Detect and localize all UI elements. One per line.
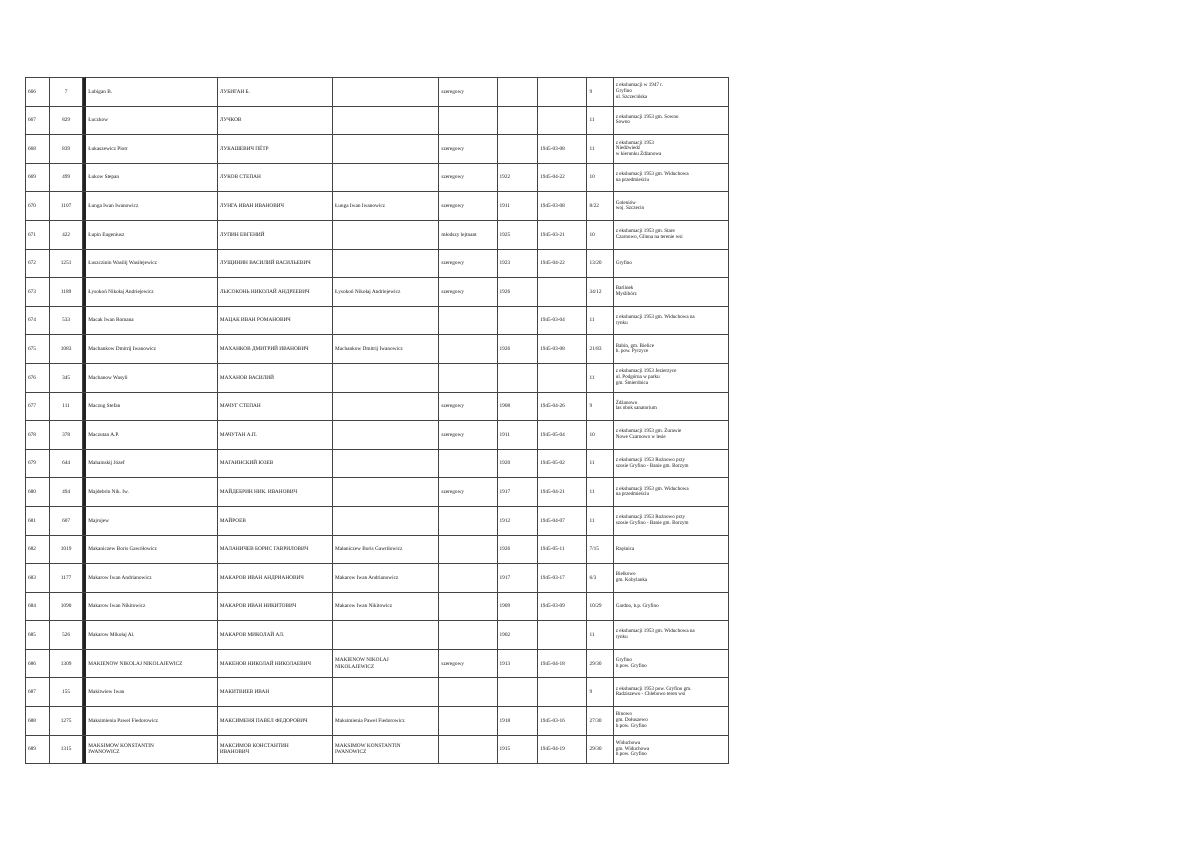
- rank-cell: szeregowy: [439, 421, 497, 450]
- name-cyrillic-cell: МАКАРОВ ИВАН АНДРИАНОВИЧ: [217, 564, 332, 593]
- grave-register-number-cell: 111: [50, 392, 83, 421]
- death-date-cell: 1945-04-21: [538, 478, 587, 507]
- row-number-cell: 666: [26, 78, 50, 107]
- table-row: [26, 392, 729, 421]
- rank-cell: [439, 449, 497, 478]
- birth-year-cell: 1917: [497, 478, 538, 507]
- table-row: [26, 163, 729, 192]
- rank-cell: młodszy lejtnant: [439, 220, 497, 249]
- row-number-cell: 682: [26, 535, 50, 564]
- table-row: [26, 78, 729, 107]
- name-cyrillic-cell: МАКЕНОВ НИКОЛАЙ НИКОЛАЕВИЧ: [217, 649, 332, 678]
- row-number-cell: 687: [26, 678, 50, 707]
- origin-location-cell: z ekshumacji 1953 gm. Sowno Sowno: [613, 106, 728, 135]
- name-cyrillic-cell: ЛУКАШЕВИЧ ПЁТР: [217, 135, 332, 164]
- grave-register-number-cell: 345: [50, 363, 83, 392]
- name-polish-cell: Łupin Eugeniusz: [86, 220, 218, 249]
- rank-cell: szeregowy: [439, 392, 497, 421]
- origin-location-cell: z ekshumacji 1953 gm. Widuchowa na rynku: [613, 621, 728, 650]
- birth-year-cell: 1926: [497, 335, 538, 364]
- name-alternate-cell: Łysokoń Nikołaj Andriejewicz: [333, 278, 439, 307]
- row-number-cell: 684: [26, 592, 50, 621]
- death-date-cell: 1945-04-22: [538, 249, 587, 278]
- rank-cell: szeregowy: [439, 78, 497, 107]
- name-polish-cell: Majrojew: [86, 506, 218, 535]
- name-cyrillic-cell: МАКАРОВ МИКОЛАЙ АЛ.: [217, 621, 332, 650]
- table-row: [26, 506, 729, 535]
- death-date-cell: 1945-04-07: [538, 506, 587, 535]
- rank-cell: szeregowy: [439, 135, 497, 164]
- rank-cell: [439, 335, 497, 364]
- birth-year-cell: 1922: [497, 163, 538, 192]
- name-cyrillic-cell: ЛУБИГАН Б.: [217, 78, 332, 107]
- origin-location-cell: Gardno, b.p. Gryfino: [613, 592, 728, 621]
- rank-cell: szeregowy: [439, 163, 497, 192]
- grave-number-cell: 11: [587, 621, 613, 650]
- rank-cell: szeregowy: [439, 249, 497, 278]
- name-alternate-cell: [333, 392, 439, 421]
- name-alternate-cell: [333, 621, 439, 650]
- grave-register-number-cell: 1315: [50, 735, 83, 764]
- grave-number-cell: 13/20: [587, 249, 613, 278]
- row-number-cell: 669: [26, 163, 50, 192]
- death-date-cell: 1945-04-26: [538, 392, 587, 421]
- table-row: [26, 478, 729, 507]
- name-cyrillic-cell: ЛУКОВ СТЕПАН: [217, 163, 332, 192]
- birth-year-cell: 1918: [497, 707, 538, 736]
- origin-location-cell: Babin, gm. Bielice b. pow. Pyrzyce: [613, 335, 728, 364]
- grave-number-cell: 11: [587, 135, 613, 164]
- name-polish-cell: Łuszczinin Wasilij Wasilejewicz: [86, 249, 218, 278]
- table-row: [26, 106, 729, 135]
- row-number-cell: 674: [26, 306, 50, 335]
- grave-register-number-cell: 607: [50, 506, 83, 535]
- grave-number-cell: 21/83: [587, 335, 613, 364]
- burial-register-table: [25, 77, 729, 764]
- name-polish-cell: MAKSIMOW KONSTANTIN IWANOWICZ: [86, 735, 218, 764]
- name-alternate-cell: Małaniczew Boris Gawriłowicz: [333, 535, 439, 564]
- birth-year-cell: 1923: [497, 249, 538, 278]
- death-date-cell: 1945-03-04: [538, 306, 587, 335]
- grave-register-number-cell: 422: [50, 220, 83, 249]
- birth-year-cell: 1925: [497, 220, 538, 249]
- row-number-cell: 683: [26, 564, 50, 593]
- name-alternate-cell: [333, 449, 439, 478]
- row-number-cell: 688: [26, 707, 50, 736]
- row-number-cell: 667: [26, 106, 50, 135]
- name-cyrillic-cell: ЛУЧКОВ: [217, 106, 332, 135]
- row-number-cell: 679: [26, 449, 50, 478]
- origin-location-cell: z ekshumacji 1953 Rożnowo przy szosie Gryfino - Banie gm. Borzym: [613, 506, 728, 535]
- grave-number-cell: 29/30: [587, 649, 613, 678]
- birth-year-cell: 1911: [497, 192, 538, 221]
- name-polish-cell: Macak Iwan Romana: [86, 306, 218, 335]
- grave-register-number-cell: 494: [50, 478, 83, 507]
- name-alternate-cell: Machankow Dmitrij Iwanowicz: [333, 335, 439, 364]
- birth-year-cell: 1912: [497, 506, 538, 535]
- name-alternate-cell: [333, 478, 439, 507]
- grave-number-cell: 6/3: [587, 564, 613, 593]
- death-date-cell: [538, 363, 587, 392]
- death-date-cell: 1945-05-02: [538, 449, 587, 478]
- row-number-cell: 681: [26, 506, 50, 535]
- grave-number-cell: 11: [587, 363, 613, 392]
- grave-number-cell: 11: [587, 478, 613, 507]
- table-row: [26, 278, 729, 307]
- table-row: [26, 192, 729, 221]
- name-alternate-cell: [333, 78, 439, 107]
- name-polish-cell: Łukaszewicz Piotr: [86, 135, 218, 164]
- rank-cell: [439, 106, 497, 135]
- death-date-cell: 1945-04-19: [538, 735, 587, 764]
- table-row: [26, 449, 729, 478]
- name-alternate-cell: [333, 106, 439, 135]
- rank-cell: [439, 564, 497, 593]
- grave-register-number-cell: 526: [50, 621, 83, 650]
- name-polish-cell: Łysokoń Nikołaj Andriejewicz: [86, 278, 218, 307]
- birth-year-cell: [497, 363, 538, 392]
- table-row: [26, 249, 729, 278]
- death-date-cell: 1945-03-16: [538, 707, 587, 736]
- name-cyrillic-cell: МАЧУТАН А.П.: [217, 421, 332, 450]
- grave-number-cell: 11: [587, 106, 613, 135]
- name-polish-cell: Makarow Iwan Andrianowicz: [86, 564, 218, 593]
- row-number-cell: 677: [26, 392, 50, 421]
- table-row: [26, 592, 729, 621]
- name-polish-cell: Lubigan B.: [86, 78, 218, 107]
- origin-location-cell: z ekshumacji 1953 gm. Widuchowa na przedmieściu: [613, 163, 728, 192]
- origin-location-cell: z ekshumacji 1953 Niedźwiedź w kierunku Żdżanowa: [613, 135, 728, 164]
- name-polish-cell: Łukow Stepan: [86, 163, 218, 192]
- name-cyrillic-cell: ЛУЩИНИН ВАСИЛИЙ ВАСИЛЬЕВИЧ: [217, 249, 332, 278]
- name-polish-cell: Majdebrin Nik. Iw.: [86, 478, 218, 507]
- grave-register-number-cell: 839: [50, 135, 83, 164]
- grave-number-cell: 11: [587, 506, 613, 535]
- origin-location-cell: Gryfino b.pow. Gryfino: [613, 649, 728, 678]
- row-number-cell: 668: [26, 135, 50, 164]
- grave-register-number-cell: 1083: [50, 335, 83, 364]
- name-cyrillic-cell: ЛУНГА ИВАН ИВАНОВИЧ: [217, 192, 332, 221]
- grave-register-number-cell: 1177: [50, 564, 83, 593]
- grave-register-number-cell: 155: [50, 678, 83, 707]
- name-alternate-cell: [333, 220, 439, 249]
- row-number-cell: 678: [26, 421, 50, 450]
- name-alternate-cell: Makarow Iwan Andrianowicz: [333, 564, 439, 593]
- origin-location-cell: Bielkowo gm. Kobylanka: [613, 564, 728, 593]
- grave-register-number-cell: 533: [50, 306, 83, 335]
- name-alternate-cell: [333, 306, 439, 335]
- birth-year-cell: [497, 78, 538, 107]
- birth-year-cell: 1920: [497, 449, 538, 478]
- rank-cell: [439, 506, 497, 535]
- rank-cell: [439, 735, 497, 764]
- origin-location-cell: z ekshumacji 1953 Rożnowo przy szosie Gryfino - Banie gm. Borzym: [613, 449, 728, 478]
- rank-cell: [439, 678, 497, 707]
- grave-register-number-cell: 644: [50, 449, 83, 478]
- birth-year-cell: [497, 106, 538, 135]
- name-alternate-cell: [333, 249, 439, 278]
- death-date-cell: 1945-04-22: [538, 163, 587, 192]
- origin-location-cell: Binowo gm. Dołuszewo b.pow. Gryfino: [613, 707, 728, 736]
- grave-register-number-cell: 829: [50, 106, 83, 135]
- rank-cell: [439, 592, 497, 621]
- name-cyrillic-cell: МАКАРОВ ИВАН НИКИТОВИЧ: [217, 592, 332, 621]
- rank-cell: szeregowy: [439, 478, 497, 507]
- name-polish-cell: Łuczkow: [86, 106, 218, 135]
- name-polish-cell: Makarow Iwan Nikitowicz: [86, 592, 218, 621]
- rank-cell: szeregowy: [439, 192, 497, 221]
- row-number-cell: 686: [26, 649, 50, 678]
- name-alternate-cell: Łunga Iwan Iwanowicz: [333, 192, 439, 221]
- row-number-cell: 672: [26, 249, 50, 278]
- grave-number-cell: 9: [587, 392, 613, 421]
- death-date-cell: 1945-03-08: [538, 335, 587, 364]
- grave-number-cell: 9: [587, 678, 613, 707]
- origin-location-cell: z ekshumacji 1953 pow. Gryfino gm. Radziszewo - Chlebowo teren wsi: [613, 678, 728, 707]
- grave-number-cell: 8/22: [587, 192, 613, 221]
- name-alternate-cell: [333, 135, 439, 164]
- name-alternate-cell: [333, 421, 439, 450]
- name-polish-cell: Machankow Dmitrij Iwanowicz: [86, 335, 218, 364]
- name-cyrillic-cell: МАЛАНИЧЕВ БОРИС ГАВРИЛОВИЧ: [217, 535, 332, 564]
- origin-location-cell: z ekshumacji 1953 gm. Widuchowa na przedmieściu: [613, 478, 728, 507]
- grave-number-cell: 7/15: [587, 535, 613, 564]
- grave-register-number-cell: 1189: [50, 278, 83, 307]
- grave-register-number-cell: 1090: [50, 592, 83, 621]
- rank-cell: [439, 363, 497, 392]
- origin-location-cell: Widuchowa gm. Widuchowa b.pow. Gryfino: [613, 735, 728, 764]
- rank-cell: [439, 306, 497, 335]
- name-cyrillic-cell: ЛУПИН ЕВГЕНИЙ: [217, 220, 332, 249]
- grave-number-cell: 29/30: [587, 735, 613, 764]
- name-polish-cell: Maczug Stefan: [86, 392, 218, 421]
- row-number-cell: 680: [26, 478, 50, 507]
- grave-number-cell: 27/30: [587, 707, 613, 736]
- birth-year-cell: 1926: [497, 278, 538, 307]
- name-alternate-cell: [333, 506, 439, 535]
- grave-register-number-cell: 7: [50, 78, 83, 107]
- death-date-cell: 1945-03-09: [538, 592, 587, 621]
- death-date-cell: [538, 78, 587, 107]
- row-number-cell: 675: [26, 335, 50, 364]
- table-row: [26, 306, 729, 335]
- origin-location-cell: Żdżanowo las obok sanatorium: [613, 392, 728, 421]
- death-date-cell: 1945-04-18: [538, 649, 587, 678]
- name-alternate-cell: Makarow Iwan Nikitowicz: [333, 592, 439, 621]
- grave-register-number-cell: 1275: [50, 707, 83, 736]
- origin-location-cell: z ekshumacji 1953 Jezierzyce ul. Podgórna w parku gm. Śmierdnica: [613, 363, 728, 392]
- rank-cell: szeregowy: [439, 278, 497, 307]
- grave-number-cell: 10: [587, 421, 613, 450]
- name-polish-cell: Maksimienia Pawel Fiedorowicz: [86, 707, 218, 736]
- name-polish-cell: Makitwiew Iwan: [86, 678, 218, 707]
- table-row: [26, 678, 729, 707]
- register-rows: [26, 78, 729, 764]
- name-alternate-cell: [333, 163, 439, 192]
- name-cyrillic-cell: МАХАНОВ ВАСИЛИЙ: [217, 363, 332, 392]
- grave-register-number-cell: 1107: [50, 192, 83, 221]
- death-date-cell: [538, 621, 587, 650]
- origin-location-cell: z ekshumacji w 1947 r. Gryfino ul. Szczecińska: [613, 78, 728, 107]
- table-row: [26, 363, 729, 392]
- grave-register-number-cell: 1019: [50, 535, 83, 564]
- name-cyrillic-cell: МАЙДЕБРИН НИК. ИВАНОВИЧ: [217, 478, 332, 507]
- table-row: [26, 135, 729, 164]
- name-cyrillic-cell: МАКИТВИЕВ ИВАН: [217, 678, 332, 707]
- table-row: [26, 621, 729, 650]
- death-date-cell: 1945-03-21: [538, 220, 587, 249]
- death-date-cell: [538, 106, 587, 135]
- death-date-cell: [538, 678, 587, 707]
- origin-location-cell: Barlinek Myślibórz: [613, 278, 728, 307]
- name-cyrillic-cell: ЛЫСОКОНЬ НИКОЛАЙ АНДРЕЕВИЧ: [217, 278, 332, 307]
- name-polish-cell: Maczutan A.P.: [86, 421, 218, 450]
- death-date-cell: 1945-03-08: [538, 192, 587, 221]
- death-date-cell: 1945-05-11: [538, 535, 587, 564]
- name-polish-cell: Makaniczew Boris Gawriłowicz: [86, 535, 218, 564]
- origin-location-cell: z ekshumacji 1953 gm. Widuchowa na rynku: [613, 306, 728, 335]
- birth-year-cell: 1911: [497, 421, 538, 450]
- row-number-cell: 670: [26, 192, 50, 221]
- birth-year-cell: 1913: [497, 649, 538, 678]
- name-alternate-cell: [333, 678, 439, 707]
- grave-register-number-cell: 499: [50, 163, 83, 192]
- name-cyrillic-cell: МАЦАК ИВАН РОМАНОВИЧ: [217, 306, 332, 335]
- row-number-cell: 685: [26, 621, 50, 650]
- origin-location-cell: z ekshumacji 1953 gm. Żurawie Nowe Czarnowo w lesie: [613, 421, 728, 450]
- death-date-cell: [538, 278, 587, 307]
- death-date-cell: 1945-05-04: [538, 421, 587, 450]
- origin-location-cell: z ekshumacji 1953 gm. Stare Czarnowo, Glinna na terenie wsi: [613, 220, 728, 249]
- name-cyrillic-cell: МАКСИМОВ КОНСТАНТИН ИВАНОВИЧ: [217, 735, 332, 764]
- grave-register-number-cell: 1309: [50, 649, 83, 678]
- death-date-cell: 1945-03-08: [538, 135, 587, 164]
- grave-number-cell: 10: [587, 220, 613, 249]
- origin-location-cell: Goleniów woj. Szczecin: [613, 192, 728, 221]
- name-alternate-cell: MAKSIMOW KONSTANTIN IWANOWICZ: [333, 735, 439, 764]
- rank-cell: [439, 621, 497, 650]
- name-polish-cell: Mahainskij Józef: [86, 449, 218, 478]
- name-alternate-cell: [333, 363, 439, 392]
- rank-cell: [439, 535, 497, 564]
- origin-location-cell: Gryfino: [613, 249, 728, 278]
- name-cyrillic-cell: МАКСИМЕНЯ ПАВЕЛ ФЕДОРОВИЧ: [217, 707, 332, 736]
- table-row: [26, 707, 729, 736]
- death-date-cell: 1945-03-17: [538, 564, 587, 593]
- table-row: [26, 421, 729, 450]
- birth-year-cell: [497, 306, 538, 335]
- name-alternate-cell: Maksimienia Pawel Fiedorowicz: [333, 707, 439, 736]
- row-number-cell: 673: [26, 278, 50, 307]
- birth-year-cell: 1917: [497, 564, 538, 593]
- row-number-cell: 689: [26, 735, 50, 764]
- birth-year-cell: 1908: [497, 392, 538, 421]
- birth-year-cell: [497, 135, 538, 164]
- burial-register-sheet: [25, 77, 729, 764]
- origin-location-cell: Rzęśnica: [613, 535, 728, 564]
- table-row: [26, 220, 729, 249]
- row-number-cell: 676: [26, 363, 50, 392]
- birth-year-cell: [497, 678, 538, 707]
- grave-register-number-cell: 378: [50, 421, 83, 450]
- name-alternate-cell: MAKIENOW NIKOLAJ NIKOLAJEWICZ: [333, 649, 439, 678]
- name-polish-cell: Makarow Mikołaj Al.: [86, 621, 218, 650]
- name-cyrillic-cell: МАГАИНСКИЙ ЮЗЕВ: [217, 449, 332, 478]
- grave-number-cell: 9: [587, 78, 613, 107]
- grave-number-cell: 11: [587, 449, 613, 478]
- grave-number-cell: 10/29: [587, 592, 613, 621]
- table-row: [26, 535, 729, 564]
- table-row: [26, 649, 729, 678]
- grave-number-cell: 11: [587, 306, 613, 335]
- birth-year-cell: 1915: [497, 735, 538, 764]
- rank-cell: szeregowy: [439, 649, 497, 678]
- name-cyrillic-cell: МАХАНКОВ ДМИТРИЙ ИВАНОВИЧ: [217, 335, 332, 364]
- name-cyrillic-cell: МАЧУГ СТЕПАН: [217, 392, 332, 421]
- birth-year-cell: 1902: [497, 621, 538, 650]
- row-number-cell: 671: [26, 220, 50, 249]
- name-polish-cell: MAKIENOW NIKOLAJ NIKOLAJEWICZ: [86, 649, 218, 678]
- table-row: [26, 335, 729, 364]
- grave-number-cell: 34/12: [587, 278, 613, 307]
- name-polish-cell: Łunga Iwan Iwanowicz: [86, 192, 218, 221]
- table-row: [26, 735, 729, 764]
- birth-year-cell: 1926: [497, 535, 538, 564]
- name-cyrillic-cell: МАЙРОЕВ: [217, 506, 332, 535]
- rank-cell: [439, 707, 497, 736]
- name-polish-cell: Machanow Wasyli: [86, 363, 218, 392]
- table-row: [26, 564, 729, 593]
- grave-register-number-cell: 1251: [50, 249, 83, 278]
- grave-number-cell: 10: [587, 163, 613, 192]
- birth-year-cell: 1909: [497, 592, 538, 621]
